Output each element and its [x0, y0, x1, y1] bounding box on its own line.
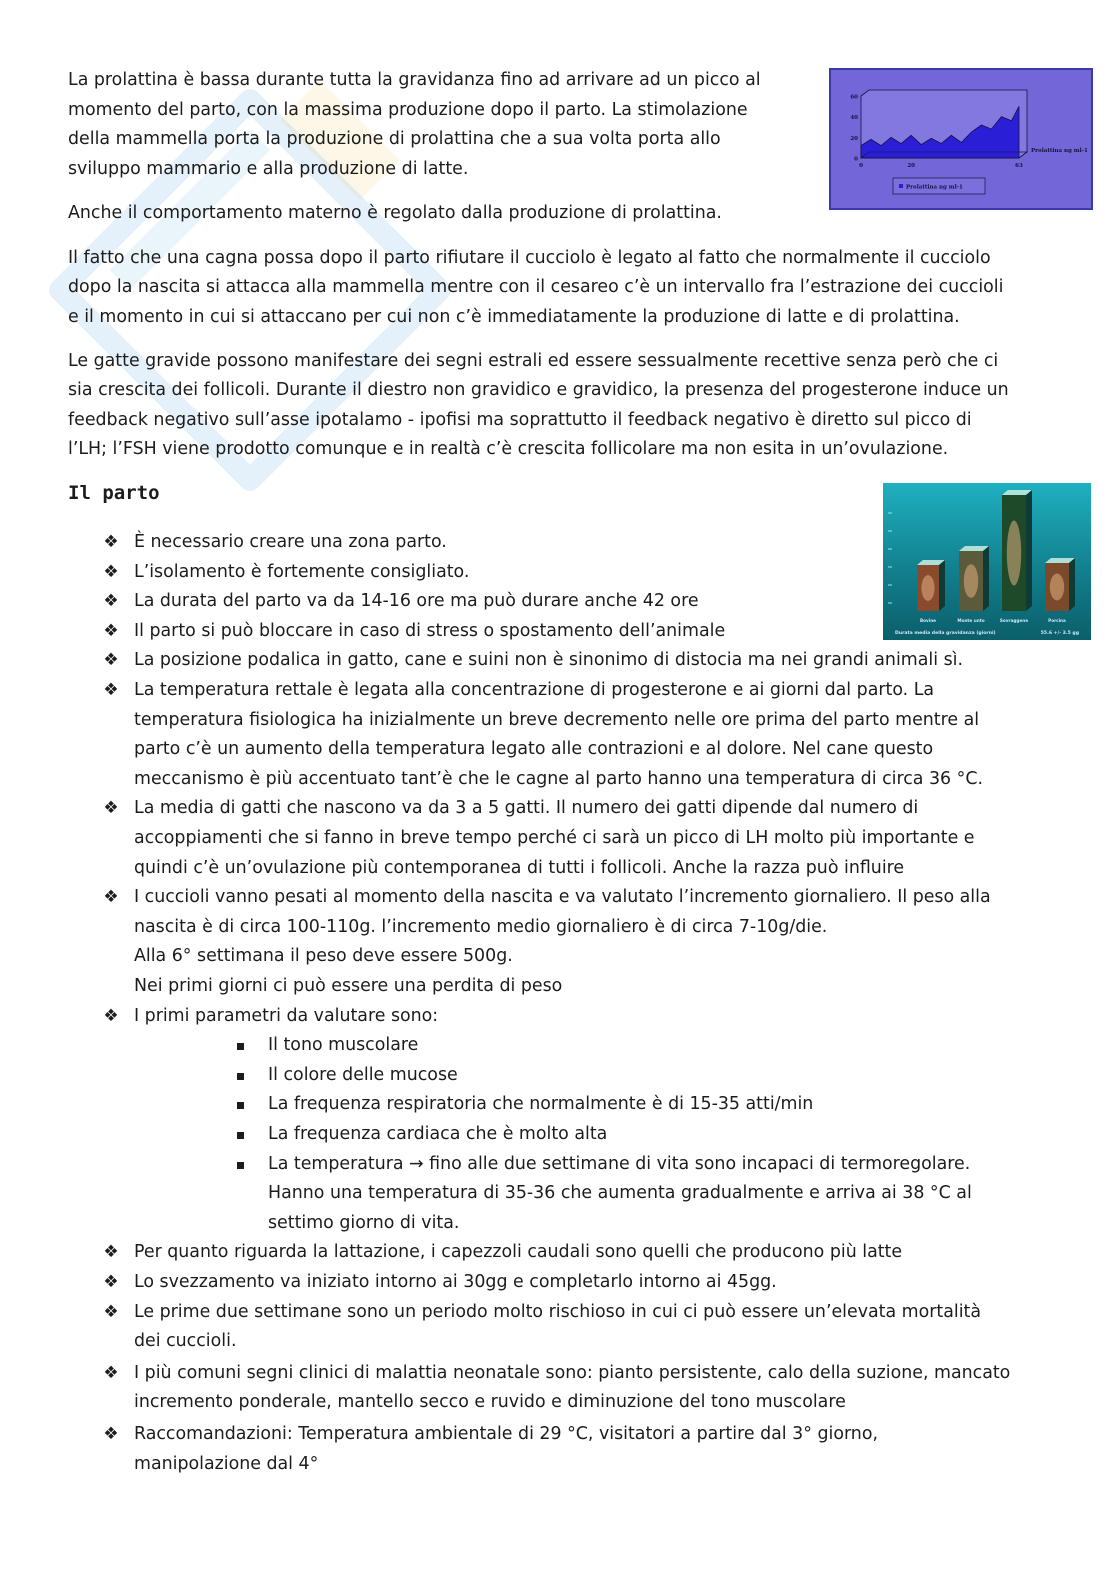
sub-list-item-text: Hanno una temperatura di 35-36 che aumenta gradualmente e arriva ai 38 °C al — [268, 1183, 972, 1204]
text-line: momento del parto, con la massima produzione dopo il parto. La stimolazione — [68, 100, 748, 120]
gestation-duration-image — [883, 483, 1091, 640]
pillar-side — [939, 560, 945, 611]
gestation-chart-title: Durata media della gravidanza (giorni) — [895, 631, 996, 636]
animal-silhouette — [1050, 574, 1064, 601]
square-bullet-icon — [237, 1102, 244, 1109]
square-bullet-icon — [237, 1132, 244, 1139]
list-item-text: Alla 6° settimana il peso deve essere 500g. — [134, 946, 513, 967]
list-item-text: meccanismo è più accentuato tant’è che le cagne al parto hanno una temperatura di circa 36 °C. — [134, 768, 983, 789]
animal-silhouette — [921, 575, 934, 601]
bullet-icon: ❖ — [103, 798, 119, 819]
bullet-icon: ❖ — [103, 1272, 119, 1292]
sub-list-item-text: La frequenza cardiaca che è molto alta — [268, 1124, 608, 1144]
bullet-icon: ❖ — [103, 620, 119, 641]
pillar-side — [1026, 490, 1032, 611]
sub-list-item-text: settimo giorno di vita. — [268, 1212, 460, 1233]
list-item-text: Il parto si può bloccare in caso di stress o spostamento dell’animale — [134, 620, 726, 641]
list-item-text: Per quanto riguarda la lattazione, i capezzoli caudali sono quelli che producono più latte — [134, 1242, 903, 1263]
bullet-icon: ❖ — [103, 650, 119, 671]
list-item-text: L’isolamento è fortemente consigliato. — [134, 561, 470, 582]
y-tick-label: 0 — [854, 156, 858, 163]
list-item-text: È necessario creare una zona parto. — [134, 532, 447, 552]
list-item-text: I cuccioli vanno pesati al momento della nascita e va valutato l’incremento giornaliero. Il peso alla — [134, 887, 991, 908]
list-item-text: parto c’è un aumento della temperatura legato alle contrazioni e al dolore. Nel cane questo — [134, 739, 934, 760]
category-label: Porcina — [1048, 618, 1066, 623]
list-item-text: Le prime due settimane sono un periodo molto rischioso in cui ci può essere un’elevata mortalità — [134, 1301, 982, 1322]
pillar-side — [983, 546, 989, 611]
text-line: Il fatto che una cagna possa dopo il parto rifiutare il cucciolo è legato al fatto che normalmente il cucciolo — [68, 248, 991, 268]
y-tick-label: 20 — [850, 135, 858, 142]
square-bullet-icon — [237, 1043, 244, 1050]
prolactin-chart — [829, 68, 1093, 210]
list-item-text: La durata del parto va da 14-16 ore ma può durare anche 42 ore — [134, 591, 699, 612]
bullet-icon: ❖ — [103, 1362, 119, 1383]
section-title: Il parto — [68, 482, 160, 504]
text-line: della mammella porta la produzione di prolattina che a sua volta porta allo — [68, 129, 721, 149]
bullet-icon: ❖ — [103, 1005, 119, 1026]
list-item-text: manipolazione dal 4° — [134, 1453, 319, 1474]
animal-silhouette — [964, 564, 978, 598]
list-item-text: I più comuni segni clinici di malattia neonatale sono: pianto persistente, calo della suzione, mancato — [134, 1362, 1011, 1383]
sub-list-item-text: Il colore delle mucose — [268, 1064, 458, 1085]
text-line: l’LH; l’FSH viene prodotto comunque e in realtà c’è crescita follicolare ma non esita in un’ovulazione. — [68, 439, 949, 459]
list-item-text: quindi c’è un’ovulazione più contemporanea di tutti i follicoli. Anche la razza può influire — [134, 857, 905, 878]
list-item-text: nascita è di circa 100-110g. l’incremento medio giornaliero è di circa 7-10g/die. — [134, 916, 828, 937]
square-bullet-icon — [237, 1162, 244, 1169]
list-item-text: Lo svezzamento va iniziato intorno ai 30gg e completarlo intorno ai 45gg. — [134, 1272, 777, 1292]
category-label: Sovraggene — [999, 618, 1029, 623]
list-item-text: La posizione podalica in gatto, cane e suini non è sinonimo di distocia ma nei grandi animali sì. — [134, 650, 963, 671]
y-tick-label: 40 — [850, 115, 858, 122]
y-tick-label: 60 — [850, 94, 858, 101]
x-tick-label: 0 — [859, 163, 863, 169]
x-tick-label: 20 — [907, 163, 915, 169]
animal-silhouette — [1007, 521, 1021, 586]
bullet-icon: ❖ — [103, 1242, 119, 1263]
bullet-icon: ❖ — [103, 532, 119, 552]
bullet-icon: ❖ — [103, 887, 119, 908]
list-item-text: Raccomandazioni: Temperatura ambientale di 29 °C, visitatori a partire dal 3° giorno, — [134, 1424, 878, 1444]
text-line: sia crescita dei follicoli. Durante il diestro non gravidico e gravidico, la presenza del progesterone induce un — [68, 380, 1009, 400]
x-tick-label: 63 — [1015, 163, 1023, 169]
list-item-text: La temperatura rettale è legata alla concentrazione di progesterone e ai giorni dal parto. La — [134, 680, 935, 700]
list-item-text: accoppiamenti che si fanno in breve tempo perché ci sarà un picco di LH molto più importante e — [134, 828, 975, 848]
list-item-text: dei cuccioli. — [134, 1331, 237, 1352]
list-item-text: La media di gatti che nascono va da 3 a 5 gatti. Il numero dei gatti dipende dal numero di — [134, 798, 919, 819]
text-line: feedback negativo sull’asse ipotalamo - ipofisi ma soprattutto il feedback negativo è diretto sul picco di — [68, 410, 972, 430]
category-label: Monte unto — [957, 618, 985, 623]
text-line: La prolattina è bassa durante tutta la gravidanza fino ad arrivare ad un picco al — [68, 70, 761, 90]
paragraph-comportamento: Anche il comportamento materno è regolato dalla produzione di prolattina. — [68, 203, 722, 223]
sub-list-item-text: La temperatura → fino alle due settimane di vita sono incapaci di termoregolare. — [268, 1153, 971, 1174]
sub-list-item-text: Il tono muscolare — [268, 1035, 419, 1056]
sub-list-item-text: La frequenza respiratoria che normalmente è di 15-35 atti/min — [268, 1094, 814, 1115]
series-side-label: Prolattina ng ml-1 — [1031, 148, 1088, 154]
list-item-text: Nei primi giorni ci può essere una perdita di peso — [134, 976, 563, 996]
text-line: Le gatte gravide possono manifestare dei segni estrali ed essere sessualmente recettive senza però che ci — [68, 351, 999, 371]
gestation-chart-note: 55.6 +/- 3.5 gg — [1040, 631, 1079, 636]
text-line: dopo la nascita si attacca alla mammella mentre con il cesareo c’è un intervallo fra l’estrazione dei cuccioli — [68, 277, 1004, 297]
bullet-icon: ❖ — [103, 1424, 119, 1444]
pillar-side — [1069, 558, 1075, 611]
bullet-icon: ❖ — [103, 561, 119, 582]
text-line: sviluppo mammario e alla produzione di latte. — [68, 159, 469, 179]
bullet-icon: ❖ — [103, 1301, 119, 1322]
list-item-text: incremento ponderale, mantello secco e ruvido e diminuzione del tono muscolare — [134, 1392, 846, 1413]
text-line: e il momento in cui si attaccano per cui non c’è immediatamente la produzione di latte e di prolattina. — [68, 307, 960, 327]
bullet-icon: ❖ — [103, 591, 119, 612]
legend-label: Prolattina ng ml-1 — [906, 184, 963, 191]
legend-swatch — [899, 184, 903, 188]
gestation-chart-svg — [883, 483, 1091, 640]
list-item-text: temperatura fisiologica ha inizialmente un breve decremento nelle ore prima del parto mentre al — [134, 709, 980, 730]
category-label: Bovine — [919, 618, 937, 623]
prolactin-chart-svg — [831, 70, 1091, 208]
list-item-text: I primi parametri da valutare sono: — [134, 1005, 439, 1026]
bullet-icon: ❖ — [103, 680, 119, 700]
square-bullet-icon — [237, 1073, 244, 1080]
